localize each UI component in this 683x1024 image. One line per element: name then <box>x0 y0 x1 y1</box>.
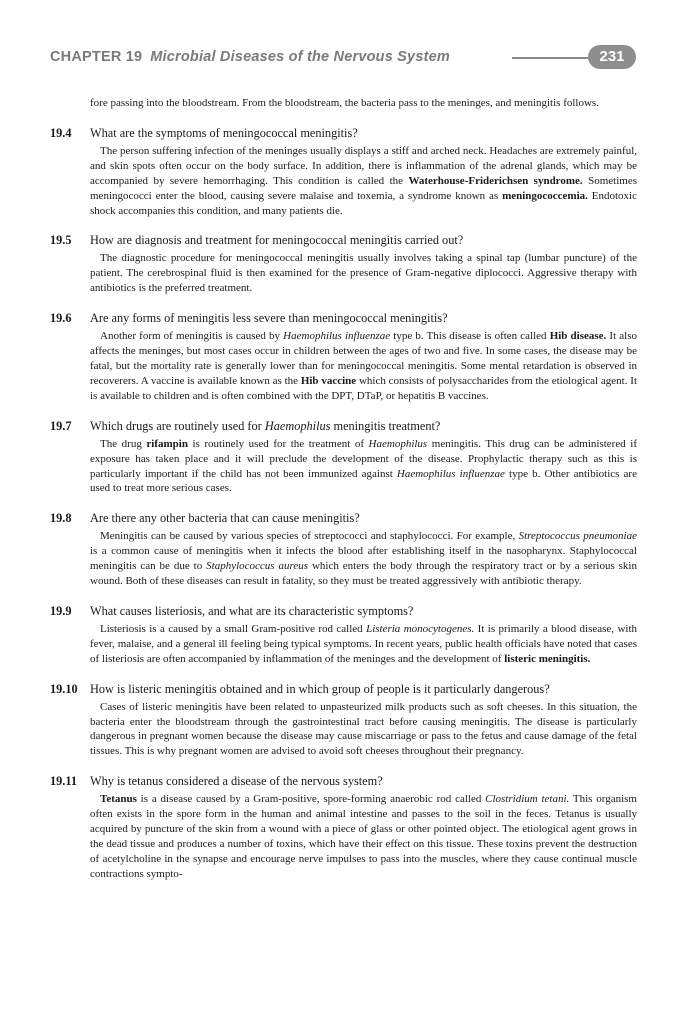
answer-text-run: Hib disease. <box>549 330 607 343</box>
qa-item <box>50 510 637 589</box>
question <box>50 681 637 697</box>
answer-text-run: rifampin <box>146 437 188 450</box>
qa-list <box>50 125 637 882</box>
header-rule <box>512 57 592 59</box>
answer-text-run: The drug <box>100 437 147 450</box>
question-text-run: Which drugs are routinely used for <box>90 418 265 433</box>
answer-text-run: Staphylococcus aureus <box>206 560 309 573</box>
answer-text-run: Listeria monocytogenes. <box>366 622 475 635</box>
question-number: 19.5 <box>50 233 72 248</box>
question-text-run: meningitis treatment? <box>330 418 441 433</box>
running-header <box>50 45 635 71</box>
answer-text-run: Cases of listeric meningitis have been related to unpasteurized milk products such as soft cheeses. In this situation, the bacteria enter the bloodstream through the gastrointestinal tract before causing meningitis. The disease is particularly dangerous in pregnant women because the disease may cause miscarriage or pass to the fetus and cause damage of the fetal tissues. This is why pregnant women are advised to avoid soft cheeses throughout their pregnancy. <box>90 700 637 758</box>
answer-text-run: Endotoxic shock accompanies this condition, and many patients die. <box>90 189 637 217</box>
qa-item <box>50 232 637 296</box>
answer-text-run: Clostridium tetani. <box>485 793 570 806</box>
answer-text-run: Waterhouse-Friderichsen syndrome. <box>408 174 583 187</box>
answer-paragraph <box>90 329 637 404</box>
answer-text-run: The person suffering infection of the meninges usually displays a stiff and arched neck. Headaches are extremely painful, and skin spots often occur on the body surface. In addition, there is inflammation of the adrenal glands, which may be accompanied by severe hemorrhaging. This condition is called the <box>90 144 637 187</box>
answer-text-run: It also affects the meninges, but most cases occur in children between the ages of two and five. In some cases, the disease may be fatal, but the mortality rate is generally lower than for meningococcal meningitis. Some mental retardation is observed in recoverers. A vaccine is available known as the <box>90 330 637 387</box>
answer-text-run: listeric meningitis. <box>504 652 591 665</box>
answer-text-run: type b. This disease is often called <box>390 330 550 343</box>
page-body <box>50 96 637 882</box>
question <box>50 418 637 434</box>
question-text: What are the symptoms of meningococcal meningitis? <box>90 125 358 140</box>
answer-text-run: Haemophilus <box>368 437 428 450</box>
answer-text-run: is a disease caused by a Gram-positive, spore-forming anaerobic rod called <box>136 793 486 806</box>
qa-item <box>50 310 637 404</box>
answer-paragraph <box>90 251 637 296</box>
question-text: What causes listeriosis, and what are its characteristic symptoms? <box>90 603 414 618</box>
qa-item <box>50 418 637 497</box>
answer-text-run: Sometimes meningococci enter the blood, causing severe malaise and toxemia, a syndrome known as <box>90 174 637 202</box>
intro-paragraph: fore passing into the bloodstream. From the bloodstream, the bacteria pass to the meninges, and meningitis follows. <box>90 97 599 109</box>
answer-text-run: Meningitis can be caused by various species of streptococci and staphylococci. For example, <box>100 530 519 543</box>
question-text: How are diagnosis and treatment for meningococcal meningitis carried out? <box>90 233 464 248</box>
question-number: 19.10 <box>50 681 78 696</box>
question-text-run: Haemophilus <box>264 418 331 433</box>
answer-text-run: type b. Other antibiotics are used to treat more serious cases. <box>90 467 637 495</box>
answer-paragraph <box>90 529 637 589</box>
answer-text-run: meningococcemia. <box>502 189 588 202</box>
answer-paragraph <box>90 144 637 219</box>
answer-text-run: This organism often exists in the spore form in the human and animal intestine and passes to the soil in the feces. Tetanus is usually acquired by puncture of the skin from a wound with a piece of glass or other pointed object. The etiological agent grows in the dead tissue and produces a number of toxins, which have their effect on this tissue. These toxins prevent the destruction of acetylcholine in the synapse and encourage nerve impulses to pass into the muscles, where they cause continual muscle contractions sympto- <box>90 793 637 880</box>
answer-text-run: which enters the body through the respiratory tract or by a serious skin wound. Both of these diseases can result in fatality, so they must be treated aggressively with antibiotic therapy. <box>90 560 637 588</box>
answer-text-run: Listeriosis is a caused by a small Gram-positive rod called <box>100 622 367 635</box>
question <box>50 232 637 248</box>
answer-text-run: The diagnostic procedure for meningococcal meningitis usually involves taking a spinal tap (lumbar puncture) of the patient. The cerebrospinal fluid is then examined for the presence of Gram-negative diplococci. Aggressive therapy with antibiotics is the preferred treatment. <box>90 252 637 295</box>
answer-text-run: It is primarily a blood disease, with fever, malaise, and a general ill feeling being typical symptoms. In recent years, public health officials have noted that cases of listeriosis are often accompanied by inflammation of the meninges and the development of <box>90 622 638 665</box>
question <box>50 310 637 326</box>
answer-text-run: Haemophilus influenzae <box>283 330 391 343</box>
qa-item <box>50 603 637 667</box>
qa-item <box>50 125 637 219</box>
answer-text-run: is a common cause of meningitis when it infects the blood after establishing itself in the nasopharynx. Staphylococcal meningitis can be due to <box>90 545 637 573</box>
question-number: 19.4 <box>50 125 72 140</box>
answer-text-run: Haemophilus influenzae <box>396 467 505 480</box>
chapter-heading <box>50 49 450 65</box>
question-text <box>90 419 440 433</box>
answer-text-run: is routinely used for the treatment of <box>187 437 369 450</box>
question <box>50 125 637 141</box>
question <box>50 773 637 789</box>
qa-item <box>50 681 637 760</box>
page-number-badge: 231 <box>588 45 636 69</box>
question-text: Are any forms of meningitis less severe than meningococcal meningitis? <box>90 311 448 326</box>
question-text: Why is tetanus considered a disease of the nervous system? <box>90 774 383 789</box>
answer-paragraph <box>90 622 637 667</box>
question-number: 19.7 <box>50 418 72 433</box>
question-text: Are there any other bacteria that can cause meningitis? <box>90 511 360 526</box>
answer-text-run: Streptococcus pneumoniae <box>518 530 637 543</box>
answer-paragraph <box>90 792 637 881</box>
answer-text-run: Tetanus <box>100 793 137 806</box>
question-number: 19.6 <box>50 311 72 326</box>
question-number: 19.9 <box>50 603 72 618</box>
answer-paragraph <box>90 437 637 497</box>
question-number: 19.11 <box>50 774 77 789</box>
answer-text-run: Hib vaccine <box>300 374 357 387</box>
question-text: How is listeric meningitis obtained and in which group of people is it particularly dangerous? <box>90 681 550 696</box>
question-number: 19.8 <box>50 511 72 526</box>
answer-text-run: Another form of meningitis is caused by <box>100 330 284 343</box>
question <box>50 510 637 526</box>
question <box>50 603 637 619</box>
answer-text-run: which consists of polysaccharides from the etiological agent. It is available to children and is often combined with the DPT, DTaP, or hepatitis B vaccines. <box>90 374 637 402</box>
answer-text-run: meningitis. This drug can be administered if exposure has taken place and it will preclude the development of the disease. Prophylactic therapy such as this is particularly important if the child has not been immunized against <box>90 437 637 480</box>
chapter-label: CHAPTER 19 <box>50 49 143 65</box>
qa-item <box>50 773 637 881</box>
answer-paragraph <box>90 700 637 760</box>
chapter-title: Microbial Diseases of the Nervous System <box>150 49 450 65</box>
